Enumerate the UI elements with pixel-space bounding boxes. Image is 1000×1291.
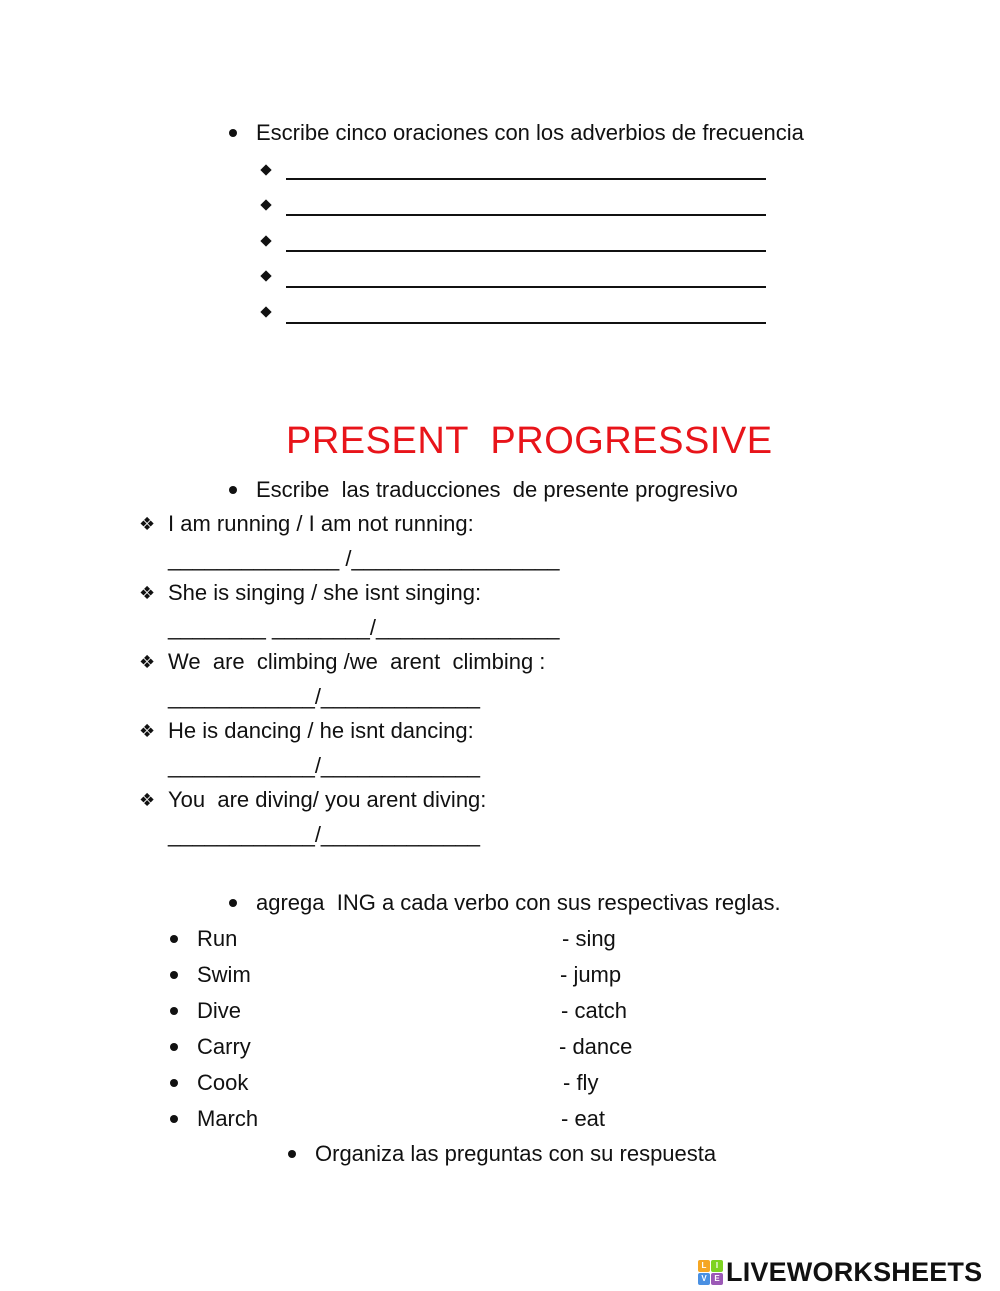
verb-bullet bbox=[170, 971, 178, 979]
verb-bullet bbox=[170, 1043, 178, 1051]
translation-answer[interactable]: ____________/_____________ bbox=[168, 822, 480, 847]
verb-left: Swim bbox=[197, 962, 251, 987]
verb-left: Carry bbox=[197, 1034, 251, 1059]
logo-mark-letter: V bbox=[698, 1273, 710, 1285]
logo-mark-letter: E bbox=[711, 1273, 723, 1285]
liveworksheets-logo bbox=[698, 1257, 982, 1287]
four-diamond-icon: ❖ bbox=[139, 514, 156, 534]
translation-prompt: I am running / I am not running: bbox=[168, 511, 474, 536]
instruction-bullet-3 bbox=[229, 899, 237, 907]
verb-right: - fly bbox=[563, 1070, 599, 1095]
verb-left: Dive bbox=[197, 998, 242, 1023]
logo-mark-letter: L bbox=[698, 1260, 710, 1272]
translation-answer[interactable]: ______________ /_________________ bbox=[168, 546, 560, 571]
answer-line-5[interactable] bbox=[286, 322, 766, 324]
translation-prompt: He is dancing / he isnt dancing: bbox=[168, 718, 474, 743]
answer-line-1[interactable] bbox=[286, 178, 766, 180]
liveworksheets-wordmark: LIVEWORKSHEETS bbox=[726, 1257, 983, 1287]
four-diamond-icon: ❖ bbox=[139, 790, 156, 810]
translation-prompt: She is singing / she isnt singing: bbox=[168, 580, 482, 605]
verb-right: - catch bbox=[561, 998, 628, 1023]
instruction-bullet-4 bbox=[288, 1150, 296, 1158]
instruction-bullet-1 bbox=[229, 129, 237, 137]
instruction-translations: Escribe las traducciones de presente progresivo bbox=[256, 477, 738, 502]
answer-line-3[interactable] bbox=[286, 250, 766, 252]
verb-right: - eat bbox=[561, 1106, 606, 1131]
four-diamond-icon: ❖ bbox=[139, 583, 156, 603]
verb-right: - jump bbox=[560, 962, 622, 987]
diamond-bullet-icon bbox=[260, 235, 271, 246]
translation-answer[interactable]: ____________/_____________ bbox=[168, 684, 480, 709]
verb-right: - dance bbox=[559, 1034, 633, 1059]
translation-prompt: We are climbing /we arent climbing : bbox=[168, 649, 546, 674]
verb-left: Run bbox=[197, 926, 238, 951]
verb-bullet bbox=[170, 1007, 178, 1015]
verb-bullet bbox=[170, 1115, 178, 1123]
diamond-bullet-icon bbox=[260, 270, 271, 281]
logo-mark-letter: I bbox=[711, 1260, 723, 1272]
instruction-ing: agrega ING a cada verbo con sus respectivas reglas. bbox=[256, 890, 781, 915]
four-diamond-icon: ❖ bbox=[139, 652, 156, 672]
instruction-adverbs: Escribe cinco oraciones con los adverbios de frecuencia bbox=[256, 120, 804, 145]
translation-answer[interactable]: ________ ________/_______________ bbox=[168, 615, 560, 640]
diamond-bullet-icon bbox=[260, 199, 271, 210]
four-diamond-icon: ❖ bbox=[139, 721, 156, 741]
diamond-bullet-icon bbox=[260, 164, 271, 175]
liveworksheets-mark-icon bbox=[698, 1260, 723, 1285]
verb-left: Cook bbox=[197, 1070, 249, 1095]
translation-answer[interactable]: ____________/_____________ bbox=[168, 753, 480, 778]
verb-right: - sing bbox=[562, 926, 616, 951]
diamond-bullet-icon bbox=[260, 306, 271, 317]
answer-line-2[interactable] bbox=[286, 214, 766, 216]
section-title: PRESENT PROGRESSIVE bbox=[286, 420, 773, 462]
answer-line-4[interactable] bbox=[286, 286, 766, 288]
verb-bullet bbox=[170, 935, 178, 943]
instruction-bullet-2 bbox=[229, 486, 237, 494]
verb-bullet bbox=[170, 1079, 178, 1087]
verb-left: March bbox=[197, 1106, 259, 1131]
instruction-organize: Organiza las preguntas con su respuesta bbox=[315, 1141, 717, 1166]
translation-prompt: You are diving/ you arent diving: bbox=[168, 787, 487, 812]
